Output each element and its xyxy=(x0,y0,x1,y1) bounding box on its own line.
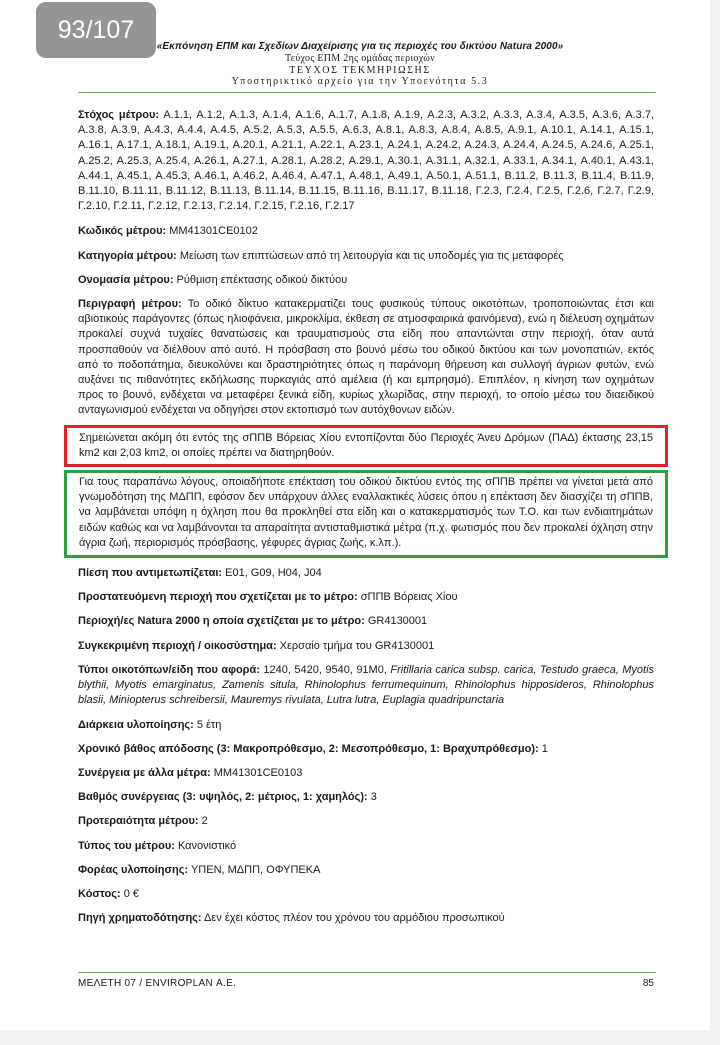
highlight-red-box xyxy=(64,425,668,467)
field-value: σΠΠΒ Βόρειας Χίου xyxy=(360,591,458,604)
field-typoi xyxy=(78,663,654,709)
field-value: 0 € xyxy=(123,887,140,900)
habitat-codes: 1240, 5420, 9540, 91M0, xyxy=(263,663,387,676)
header-title: «Εκπόνηση ΕΠΜ και Σχεδίων Διαχείρισης για τις περιοχές του δικτύου Natura 2000» xyxy=(156,41,564,52)
field-typos xyxy=(78,839,654,854)
field-label: Συνέργεια με άλλα μέτρα: xyxy=(78,766,211,779)
field-label: Τύποι οικοτόπων/είδη που αφορά: xyxy=(78,663,260,676)
field-synkekrimeni xyxy=(78,639,654,654)
field-label: Κατηγορία μέτρου: xyxy=(78,249,177,262)
field-pigi xyxy=(78,911,654,926)
field-value: ΥΠΕΝ, ΜΔΠΠ, ΟΦΥΠΕΚΑ xyxy=(190,863,321,876)
field-label: Συγκεκριμένη περιοχή / οικοσύστημα: xyxy=(78,639,277,652)
field-value: 5 έτη xyxy=(196,718,222,731)
header-line-2: Τεύχος ΕΠΜ 2ης ομάδας περιοχών xyxy=(285,53,435,64)
field-onomasia xyxy=(78,273,654,288)
field-label: Ονομασία μέτρου: xyxy=(78,273,174,286)
field-value: E01, G09, H04, J04 xyxy=(225,567,322,580)
field-label: Βαθμός συνέργειας (3: υψηλός, 2: μέτριος, 1: χαμηλός): xyxy=(78,791,368,804)
highlight-green-box xyxy=(64,470,668,558)
field-stoxos xyxy=(78,108,654,214)
field-label: Κόστος: xyxy=(78,887,121,900)
field-label: Προτεραιότητα μέτρου: xyxy=(78,815,199,828)
field-value: Α.1.1, Α.1.2, Α.1.3, Α.1.4, Α.1.6, Α.1.7, Α.1.8, Α.1.9, Α.2.3, Α.3.2, Α.3.3, Α.3.4, Α.3.5, Α.3.6, Α.3.7, Α.3.8, Α.3.9, Α.4.3, Α.4.4, Α.4.5, Α.5.2, Α.5.3, Α.5.5, Α.6.3, Α.8.1, Α.8.3, Α.8.4, Α.8.5, Α.9.1, Α.10.1, Α.14.1, Α.15.1, Α.16.1, Α.17.1, Α.18.1, Α.19.1, Α.20.1, Α.21.1, Α.22.1, Α.23.1, Α.24.1, Α.24.2, Α.24.3, Α.24.4, Α.24.5, Α.24.6, Α.25.1, Α.25.2, Α.25.3, Α.25.4, Α.26.1, Α.27.1, Α.28.1, Α.28.2, Α.29.1, Α.30.1, Α.31.1, Α.32.1, Α.33.1, Α.34.1, Α.40.1, Α.43.1, Α.44.1, Α.45.1, Α.45.3, Α.46.1, Α.46.2, Α.46.4, Α.47.1, Α.48.1, Α.49.1, Α.50.1, Α.51.1, Β.11.2, Β.11.3, Β.11.4, Β.11.9, Β.11.10, Β.11.11, Β.11.12, Β.11.13, Β.11.14, Β.11.15, Β.11.16, Β.11.17, Β.11.18, Γ.2.3, Γ.2.4, Γ.2.5, Γ.2.6, Γ.2.7, Γ.2.9, Γ.2.10, Γ.2.11, Γ.2.12, Γ.2.13, Γ.2.14, Γ.2.15, Γ.2.16, Γ.2.17 xyxy=(78,109,654,213)
field-value: Μείωση των επιπτώσεων από τη λειτουργία και τις υποδομές για τις μεταφορές xyxy=(179,249,564,262)
field-value: MM41301CE0103 xyxy=(213,766,303,779)
field-value: Ρύθμιση επέκτασης οδικού δικτύου xyxy=(176,273,348,286)
field-label: Στόχος μέτρου: xyxy=(78,109,160,121)
field-prostat xyxy=(78,590,654,605)
field-perigrafi xyxy=(78,297,654,419)
field-value: Χερσαίο τμήμα του GR4130001 xyxy=(279,639,435,652)
field-value: 1 xyxy=(541,742,548,755)
footer-page-number: 85 xyxy=(642,978,654,989)
field-value: GR4130001 xyxy=(367,615,428,628)
field-diarkeia xyxy=(78,718,654,733)
field-piesi xyxy=(78,566,654,581)
field-natura xyxy=(78,614,654,629)
field-xroniko xyxy=(78,742,654,757)
field-label: Χρονικό βάθος απόδοσης (3: Μακροπρόθεσμο, 2: Μεσοπρόθεσμο, 1: Βραχυπρόθεσμο): xyxy=(78,742,539,755)
field-protereotita xyxy=(78,814,654,829)
field-label: Τύπος του μέτρου: xyxy=(78,839,175,852)
field-value: Κανονιστικό xyxy=(177,839,237,852)
field-kodikos xyxy=(78,224,654,239)
species-list: Fritillaria carica subsp. carica, Testudo graeca, Myotis blythii, Myotis emarginatus, Zamenis situla, Rhinolophus ferrumequinum, Rhinolophus hipposideros, Rhinolophus blasii, Miniopterus schreibersii, Mauremys rivulata, Lutra lutra, Euplagia quadripunctaria xyxy=(78,663,655,707)
green-note-text: Για τους παραπάνω λόγους, οποιαδήποτε επέκταση του οδικού δικτύου εντός της σΠΠΒ πρέπει να γίνεται μετά από γνωμοδότηση της ΜΔΠΠ, εφόσον δεν υπάρχουν άλλες εναλλακτικές λύσεις όπου η επέκταση δεν διασχίζει τη σΠΠΒ, να λαμβάνεται υπόψη η όχληση που θα προκληθεί στα είδη και ο κατακερματισμός των Τ.Ο. και των ενδιαιτημάτων ειδών καθώς και να λαμβάνονται τα απαραίτητα αντισταθμιστικά μέτρα (π.χ. φωτισμός που δεν προκαλεί όχληση στην άγρια ζωή, περιορισμός πρόσβασης, γέφυρες άγριας ζωής, κ.λπ.). xyxy=(79,476,653,549)
field-label: Προστατευόμενη περιοχή που σχετίζεται με το μέτρο: xyxy=(78,591,358,604)
field-value: Δεν έχει κόστος πλέον του χρόνου του αρμόδιου προσωπικού xyxy=(204,912,505,925)
field-label: Περιγραφή μέτρου: xyxy=(78,298,182,311)
measure-sheet xyxy=(78,108,654,935)
red-note-text: Σημειώνεται ακόμη ότι εντός της σΠΠΒ Βόρειας Χίου εντοπίζονται δύο Περιοχές Άνευ Δρόμων (ΠΑΔ) έκτασης 23,15 km2 και 2,03 km2, οι οποίες πρέπει να διατηρηθούν. xyxy=(79,431,653,459)
field-kostos xyxy=(78,887,654,902)
field-value: 3 xyxy=(370,791,377,804)
field-value: 2 xyxy=(201,815,208,828)
field-label: Κωδικός μέτρου: xyxy=(78,225,167,238)
header-rule xyxy=(78,92,656,93)
field-label: Πηγή χρηματοδότησης: xyxy=(78,912,202,925)
field-label: Φορέας υλοποίησης: xyxy=(78,863,189,876)
field-label: Περιοχή/ες Natura 2000 η οποία σχετίζεται με το μέτρο: xyxy=(78,615,365,628)
field-label: Πίεση που αντιμετωπίζεται: xyxy=(78,567,223,580)
field-synergeia xyxy=(78,766,654,781)
footer-rule xyxy=(78,972,656,973)
header-line-3: ΤΕΥΧΟΣ ΤΕΚΜΗΡΙΩΣΗΣ xyxy=(289,64,431,76)
field-value: MM41301CE0102 xyxy=(169,225,258,238)
field-label: Διάρκεια υλοποίησης: xyxy=(78,718,194,731)
field-vathmos xyxy=(78,790,654,805)
footer-study-label: ΜΕΛΕΤΗ 07 / ENVIROPLAN Α.Ε. xyxy=(78,978,237,989)
field-foreas xyxy=(78,863,654,878)
field-kathgoria xyxy=(78,249,654,264)
page-counter-badge: 93/107 xyxy=(36,2,156,58)
header-line-4: Υποστηρικτικό αρχείο για την Υποενότητα 5.3 xyxy=(231,76,489,87)
field-value: Το οδικό δίκτυο κατακερματίζει τους φυσικούς τύπους οικοτόπων, τροποποιώντας έτσι και αβιοτικούς παράγοντες (όπως ηλιοφάνεια, μικροκλίμα, έκθεση σε ατμοσφαιρικά φαινόμενα), ενώ η διέλευση οχημάτων προκαλεί συχνά τυχαίες θανατώσεις και τραυματισμούς στα είδη που απαντώνται στην περιοχή, όταν αυτά προσπαθούν να διέλθουν από αυτό. Η πρόσβαση στο βουνό μέσω του οδικού δικτύου και των μονοπατιών, εκτός από το ποδοπάτημα, διευκολύνει και δραστηριότητες όπως η παράνομη θήρευση και συλλογή άγριων φυτών, ενώ αυξάνει τις πιθανότητες εκδήλωσης πυρκαγιάς από αμέλεια (ή και εμπρησμό). Επιπλέον, η κίνηση των οχημάτων προς το βουνό, ενδέχεται να μεταφέρει ξενικά είδη, κυρίως χλωρίδας, στην περιοχή, το οποίο μέσω του διαειδικού ανταγωνισμού ενδέχεται να οδηγήσει στον εκτοπισμό των αυτόχθονων ειδών. xyxy=(78,298,654,417)
